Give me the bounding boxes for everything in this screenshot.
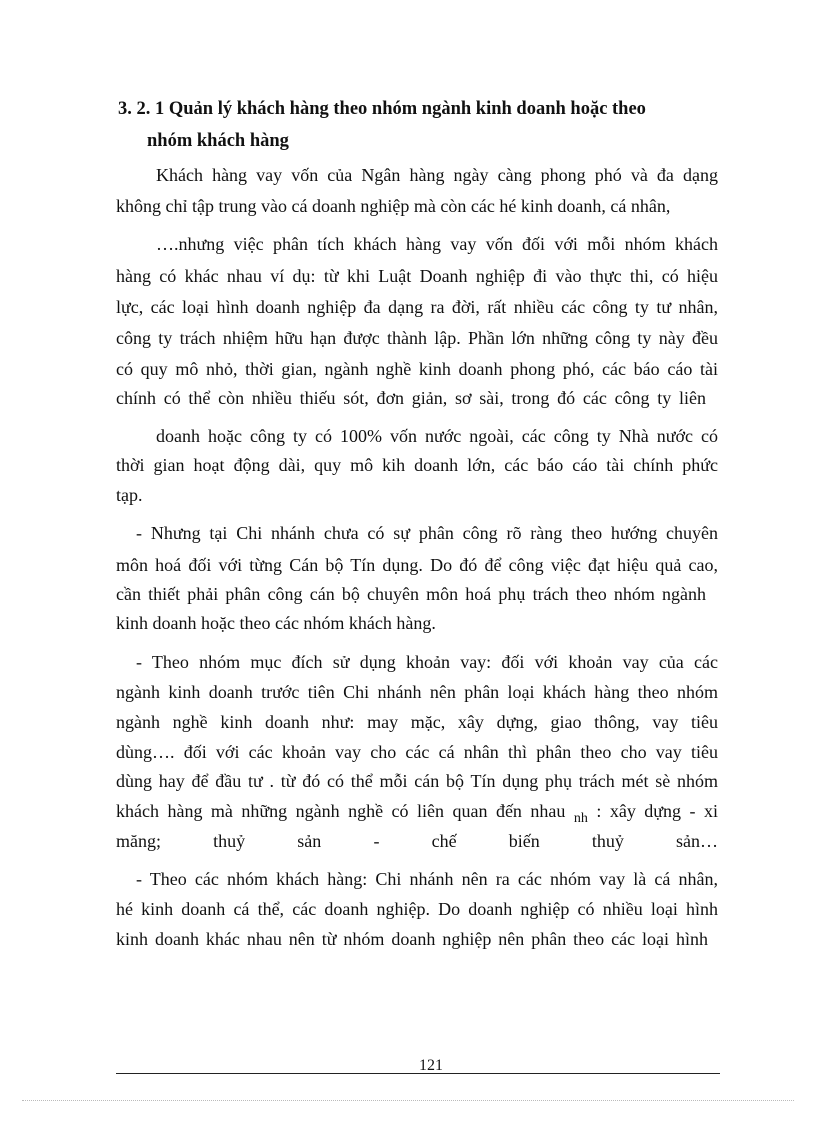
body-line: chính có thể còn nhiều thiếu sót, đơn giản, sơ sài, trong đó các công ty liên <box>116 388 706 408</box>
body-line: không chỉ tập trung vào cá doanh nghiệp mà còn các hé kinh doanh, cá nhân, <box>116 196 671 216</box>
body-line: ngành kinh doanh trước tiên Chi nhánh nên phân loại khách hàng theo nhóm <box>116 682 718 702</box>
heading-line-2: nhóm khách hàng <box>147 131 289 151</box>
body-text: khách hàng mà những ngành nghề có liên quan đến nhau <box>116 801 574 821</box>
word: biến <box>508 831 540 851</box>
bullet-line: - Nhưng tại Chi nhánh chưa có sự phân công rõ ràng theo hướng chuyên <box>136 523 718 543</box>
body-line: dùng…. đối với các khoản vay cho các cá nhân thì phân theo cho vay tiêu <box>116 742 718 762</box>
body-line: ….nhưng việc phân tích khách hàng vay vốn đối với mỗi nhóm khách <box>156 234 718 254</box>
section-heading <box>118 93 718 157</box>
body-line: ngành nghề kinh doanh như: may mặc, xây dựng, giao thông, vay tiêu <box>116 712 718 732</box>
body-line: tạp. <box>116 485 143 505</box>
body-line: Khách hàng vay vốn của Ngân hàng ngày càng phong phó và đa dạng <box>156 165 718 185</box>
body-line: hé kinh doanh cá thể, các doanh nghiệp. Do doanh nghiệp có nhiều loại hình <box>116 899 718 919</box>
bullet-line: - Theo nhóm mục đích sử dụng khoản vay: đối với khoản vay của các <box>136 652 718 672</box>
body-line: kinh doanh khác nhau nên từ nhóm doanh nghiệp nên phân theo các loại hình <box>116 929 708 949</box>
body-line <box>116 798 718 824</box>
body-text: : xây dựng - xi <box>587 801 718 821</box>
bullet-line: - Theo các nhóm khách hàng: Chi nhánh nên ra các nhóm vay là cá nhân, <box>136 869 718 889</box>
word: sản <box>297 831 322 851</box>
word: thuỷ <box>213 831 246 851</box>
word: măng; <box>116 831 161 851</box>
body-line: doanh hoặc công ty có 100% vốn nước ngoài, các công ty Nhà nước có <box>156 426 718 446</box>
body-line: công ty trách nhiệm hữu hạn được thành lập. Phần lớn những công ty này đều <box>116 328 718 348</box>
body-line: hàng có khác nhau ví dụ: từ khi Luật Doanh nghiệp đi vào thực thi, có hiệu <box>116 266 718 286</box>
heading-line-1: 3. 2. 1 Quản lý khách hàng theo nhóm ngành kinh doanh hoặc theo <box>118 99 646 119</box>
body-line: môn hoá đối với từng Cán bộ Tín dụng. Do đó để công việc đạt hiệu quả cao, <box>116 555 718 575</box>
word: sản… <box>676 831 718 851</box>
page-edge-rule <box>22 1100 794 1101</box>
word: chế <box>431 831 457 851</box>
body-line: lực, các loại hình doanh nghiệp đa dạng ra đời, rất nhiều các công ty tư nhân, <box>116 297 718 317</box>
body-line: thời gian hoạt động dài, quy mô kih doanh lớn, các báo cáo tài chính phức <box>116 455 718 475</box>
body-line: dùng hay để đầu tư . từ đó có thể mỗi cán bộ Tín dụng phụ trách mét sè nhóm <box>116 771 718 791</box>
body-line-spread <box>116 828 718 854</box>
page-number: 121 <box>419 1057 443 1074</box>
body-line: cần thiết phải phân công cán bộ chuyên môn hoá phụ trách theo nhóm ngành <box>116 584 706 604</box>
body-line: có quy mô nhỏ, thời gian, ngành nghề kinh doanh phong phó, các báo cáo tài <box>116 359 718 379</box>
footer-rule <box>116 1073 720 1074</box>
word: thuỷ <box>591 831 624 851</box>
body-line: kinh doanh hoặc theo các nhóm khách hàng. <box>116 613 436 633</box>
word: - <box>373 831 380 851</box>
subscript-text: nh <box>573 811 588 826</box>
